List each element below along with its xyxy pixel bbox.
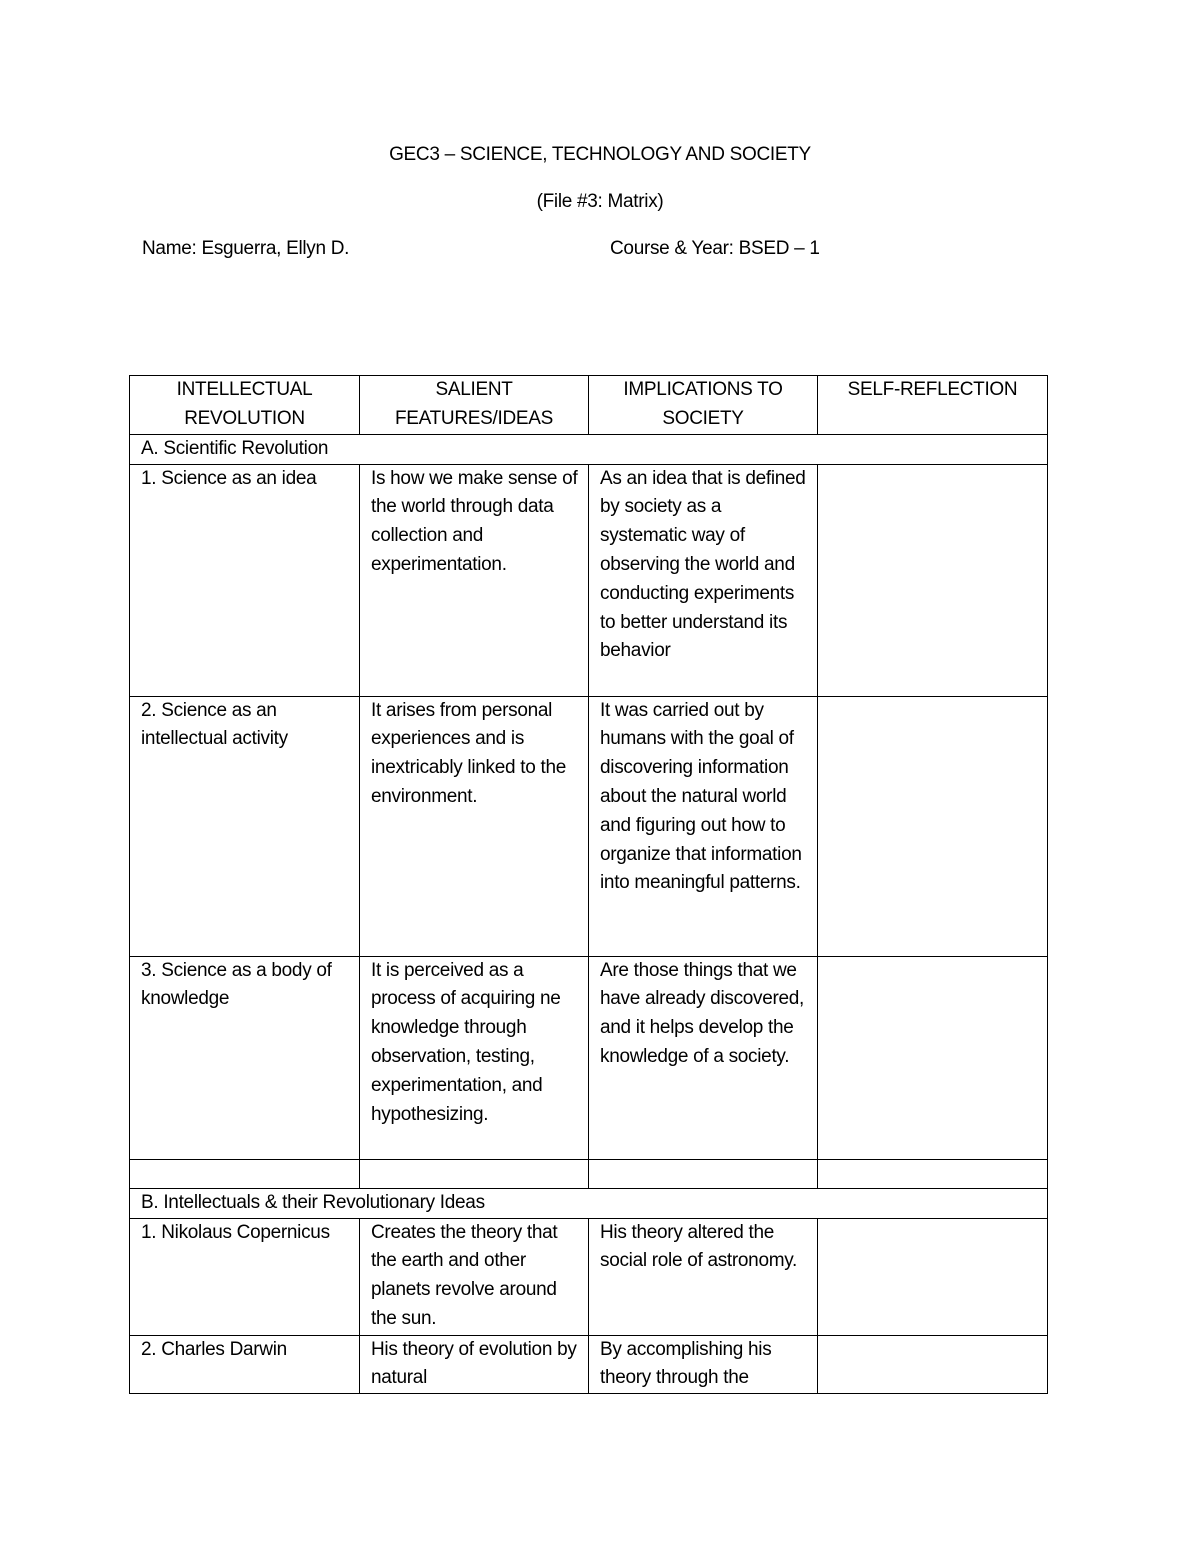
features-cell: His theory of evolution by natural — [360, 1335, 589, 1394]
table-row — [130, 1218, 1048, 1335]
revolution-cell: 1. Science as an idea — [130, 464, 360, 696]
document-subtitle: (File #3: Matrix) — [536, 191, 664, 212]
implications-cell: It was carried out by humans with the goal of discovering information about the natural world and figuring out how to organize that information into meaningful patterns. — [589, 696, 818, 956]
table-row — [130, 464, 1048, 696]
reflection-cell — [818, 696, 1048, 956]
blank-cell — [589, 1159, 818, 1188]
header-salient-features: SALIENT FEATURES/IDEAS — [360, 376, 589, 435]
implications-cell: Are those things that we have already discovered, and it helps develop the knowledge of a society. — [589, 956, 818, 1159]
blank-cell — [818, 1159, 1048, 1188]
table-row — [130, 696, 1048, 956]
section-b-heading: B. Intellectuals & their Revolutionary Ideas — [130, 1188, 1048, 1218]
revolution-cell: 2. Charles Darwin — [130, 1335, 360, 1394]
reflection-cell — [818, 956, 1048, 1159]
revolution-cell: 1. Nikolaus Copernicus — [130, 1218, 360, 1335]
reflection-cell — [818, 464, 1048, 696]
revolution-cell: 2. Science as an intellectual activity — [130, 696, 360, 956]
table-row — [130, 1335, 1048, 1394]
student-name: Name: Esguerra, Ellyn D. — [142, 238, 350, 259]
blank-cell — [130, 1159, 360, 1188]
section-a-heading: A. Scientific Revolution — [130, 434, 1048, 464]
features-cell: It arises from personal experiences and is inextricably linked to the environment. — [360, 696, 589, 956]
table-row — [130, 956, 1048, 1159]
section-row — [130, 434, 1048, 464]
implications-cell: By accomplishing his theory through the — [589, 1335, 818, 1394]
implications-cell: As an idea that is defined by society as a systematic way of observing the world and conducting experiments to better understand its behavior — [589, 464, 818, 696]
blank-row — [130, 1159, 1048, 1188]
matrix-table — [129, 375, 1048, 1394]
implications-cell: His theory altered the social role of astronomy. — [589, 1218, 818, 1335]
header-self-reflection: SELF-REFLECTION — [818, 376, 1048, 435]
header-implications: IMPLICATIONS TO SOCIETY — [589, 376, 818, 435]
blank-cell — [360, 1159, 589, 1188]
course-year: Course & Year: BSED – 1 — [610, 238, 820, 259]
features-cell: Creates the theory that the earth and other planets revolve around the sun. — [360, 1218, 589, 1335]
section-row — [130, 1188, 1048, 1218]
features-cell: Is how we make sense of the world through data collection and experimentation. — [360, 464, 589, 696]
revolution-cell: 3. Science as a body of knowledge — [130, 956, 360, 1159]
document-title: GEC3 – SCIENCE, TECHNOLOGY AND SOCIETY — [389, 144, 811, 165]
reflection-cell — [818, 1335, 1048, 1394]
header-row — [130, 376, 1048, 435]
features-cell: It is perceived as a process of acquiring ne knowledge through observation, testing, experimentation, and hypothesizing. — [360, 956, 589, 1159]
reflection-cell — [818, 1218, 1048, 1335]
header-intellectual-revolution: INTELLECTUAL REVOLUTION — [130, 376, 360, 435]
